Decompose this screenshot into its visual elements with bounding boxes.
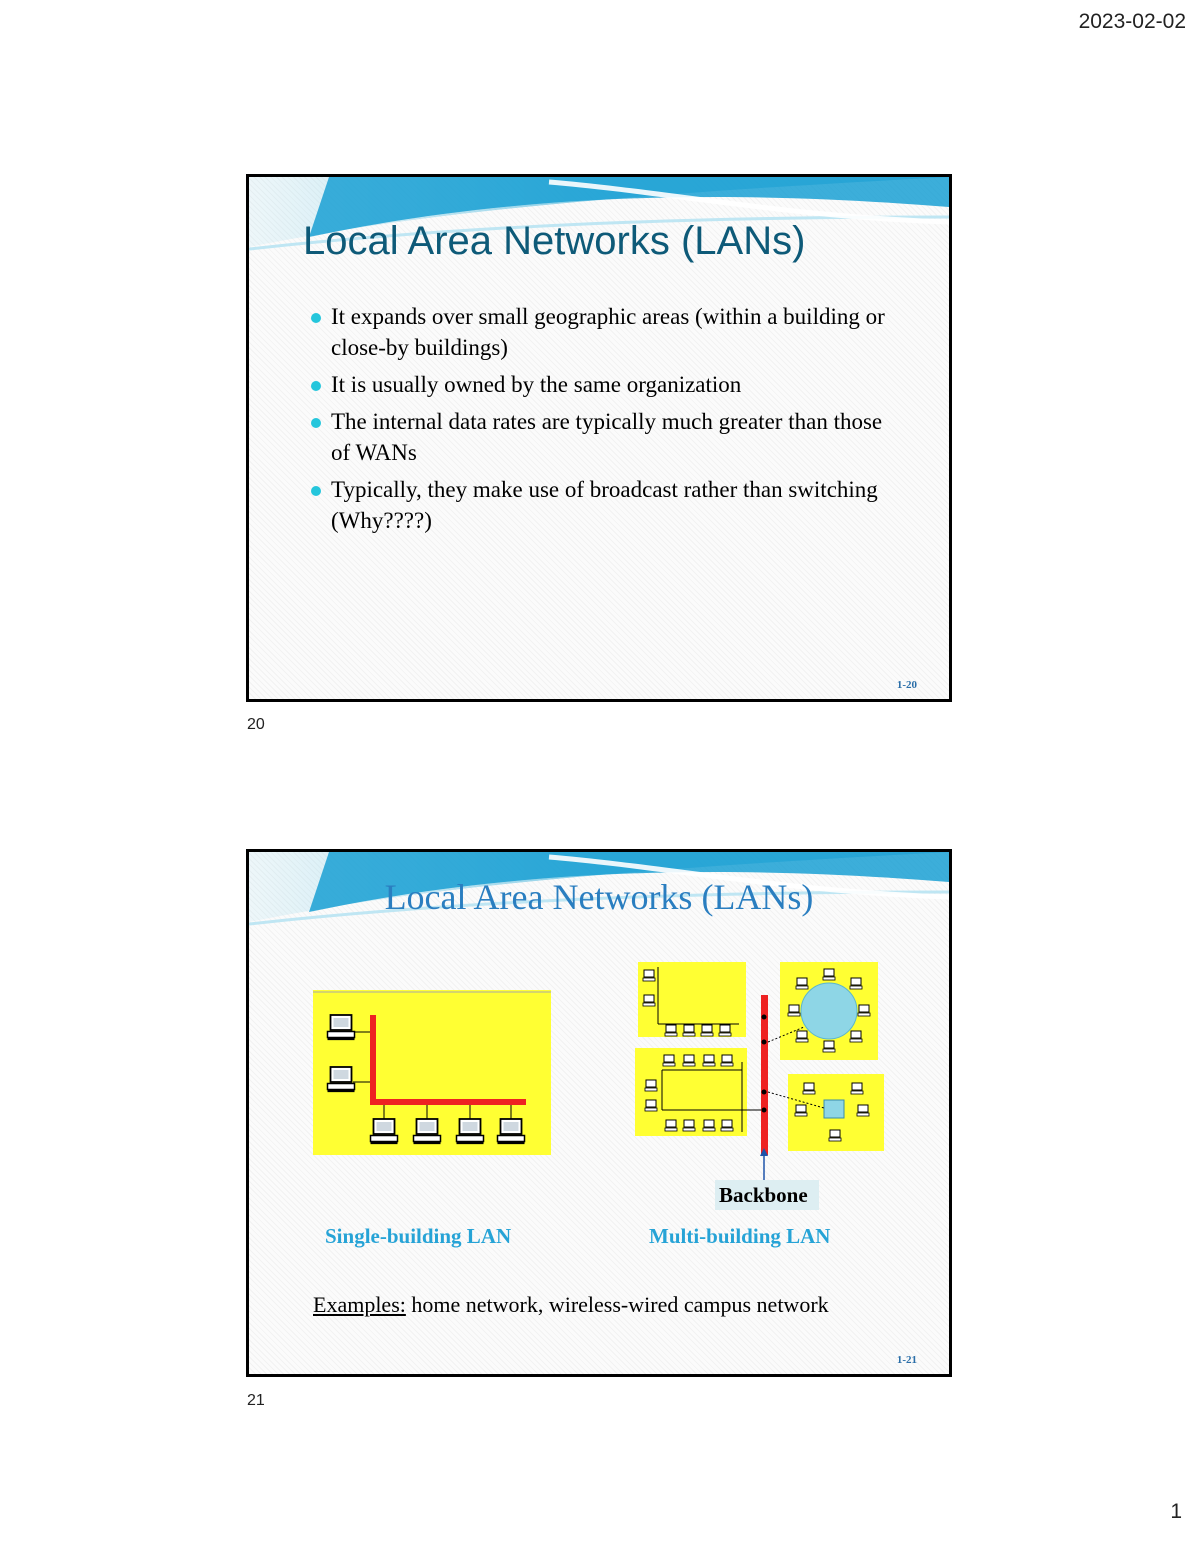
slide-number: 21 bbox=[247, 1392, 265, 1409]
multi-building-panel bbox=[635, 962, 884, 1182]
bullet-dot-icon bbox=[311, 313, 321, 323]
backbone-label: Backbone bbox=[719, 1183, 808, 1207]
single-building-caption: Single-building LAN bbox=[325, 1224, 512, 1248]
examples-label: Examples: bbox=[313, 1292, 406, 1317]
examples-text: home network, wireless-wired campus network bbox=[405, 1292, 829, 1317]
bullet-dot-icon bbox=[311, 486, 321, 496]
page-date: 2023-02-02 bbox=[1078, 10, 1186, 33]
slide-20 bbox=[246, 174, 952, 702]
bullet-item: Typically, they make use of broadcast rather than switching (Why????) bbox=[309, 474, 889, 536]
bullet-item: The internal data rates are typically much greater than those of WANs bbox=[309, 406, 889, 468]
bullet-dot-icon bbox=[311, 381, 321, 391]
multi-building-caption: Multi-building LAN bbox=[649, 1224, 831, 1248]
bullet-dot-icon bbox=[311, 418, 321, 428]
bullet-item: It expands over small geographic areas (within a building or close-by buildings) bbox=[309, 301, 889, 363]
slide-footer-number: 1-20 bbox=[896, 679, 917, 691]
slide-title: Local Area Networks (LANs) bbox=[303, 219, 806, 263]
page-number: 1 bbox=[1170, 1500, 1182, 1523]
bullet-list bbox=[309, 301, 889, 542]
examples-line bbox=[313, 1292, 829, 1318]
single-building-panel bbox=[313, 990, 551, 1155]
slide-21 bbox=[246, 849, 952, 1377]
bullet-item: It is usually owned by the same organization bbox=[309, 369, 889, 400]
slide-number: 20 bbox=[247, 716, 265, 733]
slide-title: Local Area Networks (LANs) bbox=[384, 877, 814, 917]
slide-footer-number: 1-21 bbox=[896, 1354, 917, 1366]
